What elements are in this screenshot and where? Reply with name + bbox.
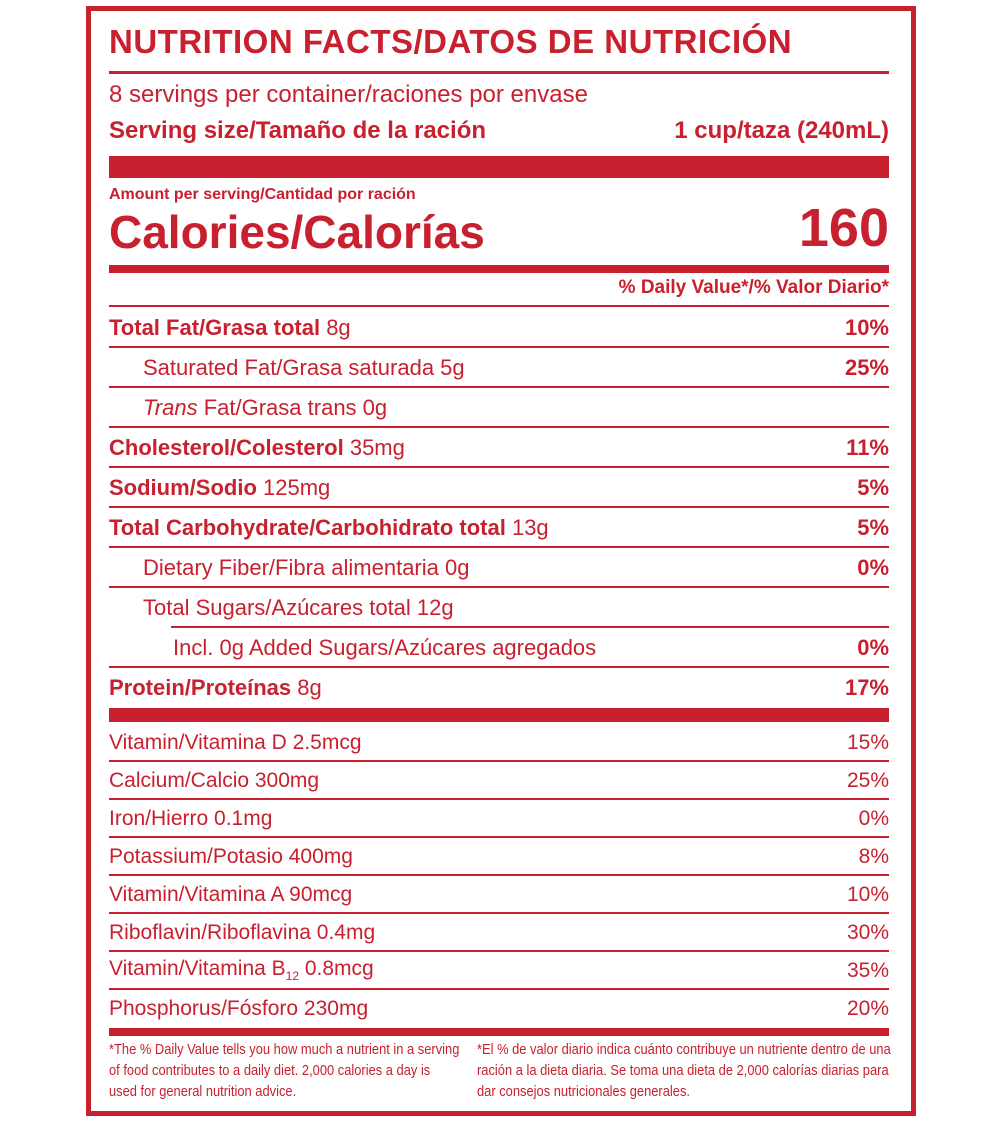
- nutrient-row-total-sugars: [109, 588, 889, 628]
- nutrient-name: Incl. 0g Added Sugars/Azúcares agregados: [173, 635, 597, 660]
- nutrient-name: Cholesterol/Colesterol 35mg: [109, 435, 405, 460]
- nutrient-row-trans-fat: [109, 388, 889, 428]
- vitamin-daily-value: 30%: [846, 921, 889, 944]
- title-divider: [109, 71, 889, 74]
- vitamin-name: Iron/Hierro 0.1mg: [109, 807, 273, 830]
- serving-size-label: Serving size/Tamaño de la ración: [109, 117, 487, 144]
- nutrient-daily-value: 10%: [844, 315, 889, 340]
- nutrient-daily-value: 17%: [844, 675, 889, 700]
- vitamin-name: Vitamin/Vitamina $B_{12}$ 0.8mcg: [109, 956, 374, 983]
- vitamin-daily-value: 35%: [846, 959, 889, 982]
- nutrient-row-saturated-fat: [109, 348, 889, 388]
- nutrient-name: Total Fat/Grasa total 8g: [109, 315, 351, 340]
- nutrient-row-total-fat: [109, 308, 889, 348]
- nutrition-facts-content: [109, 11, 889, 1111]
- vitamin-name: Calcium/Calcio 300mg: [109, 769, 320, 792]
- nutrient-name: Total Sugars/Azúcares total 12g: [143, 595, 454, 620]
- panel-title: NUTRITION FACTS/DATOS DE NUTRICIÓN: [109, 23, 793, 60]
- vitamin-daily-value: 25%: [846, 769, 889, 792]
- vitamin-name: Phosphorus/Fósforo 230mg: [109, 997, 369, 1020]
- nutrient-daily-value: 11%: [846, 435, 889, 460]
- daily-value-header: % Daily Value*/% Valor Diario*: [618, 277, 889, 298]
- vitamin-row-potassium: [109, 838, 889, 876]
- vitamin-row-riboflavin: [109, 914, 889, 952]
- vitamin-row-calcium: [109, 762, 889, 800]
- nutrition-facts-panel: [86, 6, 916, 1116]
- nutrient-row-sodium: [109, 468, 889, 508]
- vitamin-row-iron: [109, 800, 889, 838]
- nutrient-name: Sodium/Sodio 125mg: [109, 475, 331, 500]
- calories-divider: [109, 265, 889, 273]
- vitamin-daily-value: 15%: [846, 731, 889, 754]
- footnote-english: *The % Daily Value tells you how much a nutrient in a serving of food contributes to a daily diet. 2,000 calories a day is used for general nutrition advice.: [109, 1041, 460, 1100]
- servings-per-container: 8 servings per container/raciones por envase: [109, 81, 588, 108]
- calories-label: Calories/Calorías: [109, 206, 485, 258]
- vitamin-daily-value: 0%: [858, 807, 889, 830]
- amount-per-serving-label: Amount per serving/Cantidad por ración: [109, 186, 416, 203]
- nutrient-name: Saturated Fat/Grasa saturada 5g: [143, 355, 465, 380]
- nutrient-daily-value: 5%: [857, 515, 889, 540]
- thick-divider-middle: [109, 708, 889, 722]
- nutrient-row-protein: [109, 668, 889, 708]
- calories-value: 160: [798, 198, 889, 258]
- nutrient-row-cholesterol: [109, 428, 889, 468]
- vitamin-daily-value: 10%: [846, 883, 889, 906]
- footnote-spanish: *El % de valor diario indica cuánto contribuye un nutriente dentro de una ración a la dieta diaria. Se toma una dieta de 2,000 calorías diarias para dar consejos nutricionales generales.: [477, 1041, 891, 1100]
- nutrient-name: Trans Fat/Grasa trans 0g: [143, 395, 388, 420]
- nutrient-daily-value: 0%: [857, 555, 889, 580]
- vitamin-daily-value: 8%: [858, 845, 889, 868]
- vitamin-daily-value: 20%: [846, 997, 889, 1020]
- nutrient-name: Total Carbohydrate/Carbohidrato total 13g: [109, 515, 549, 540]
- vitamin-row-phosphorus: [109, 990, 889, 1028]
- serving-size-value: 1 cup/taza (240mL): [674, 117, 889, 144]
- vitamin-name: Vitamin/Vitamina A 90mcg: [109, 883, 353, 906]
- vitamin-name: Vitamin/Vitamina D 2.5mcg: [109, 731, 362, 754]
- nutrient-daily-value: 0%: [857, 635, 889, 660]
- nutrient-name: Protein/Proteínas 8g: [109, 675, 322, 700]
- vitamin-row-vitamin-a: [109, 876, 889, 914]
- vitamin-name: Potassium/Potasio 400mg: [109, 845, 353, 868]
- nutrient-row-total-carbohydrate: [109, 508, 889, 548]
- thick-divider-top: [109, 156, 889, 178]
- vitamin-row-vitamin-b12: [109, 952, 889, 990]
- nutrient-row-added-sugars: [109, 628, 889, 668]
- vitamin-name: Riboflavin/Riboflavina 0.4mg: [109, 921, 376, 944]
- thick-divider-bottom: [109, 1028, 889, 1036]
- nutrient-name: Dietary Fiber/Fibra alimentaria 0g: [143, 555, 470, 580]
- nutrient-daily-value: 25%: [844, 355, 889, 380]
- vitamin-row-vitamin-d: [109, 724, 889, 762]
- nutrient-daily-value: 5%: [857, 475, 889, 500]
- daily-value-divider: [109, 305, 889, 307]
- nutrient-row-dietary-fiber: [109, 548, 889, 588]
